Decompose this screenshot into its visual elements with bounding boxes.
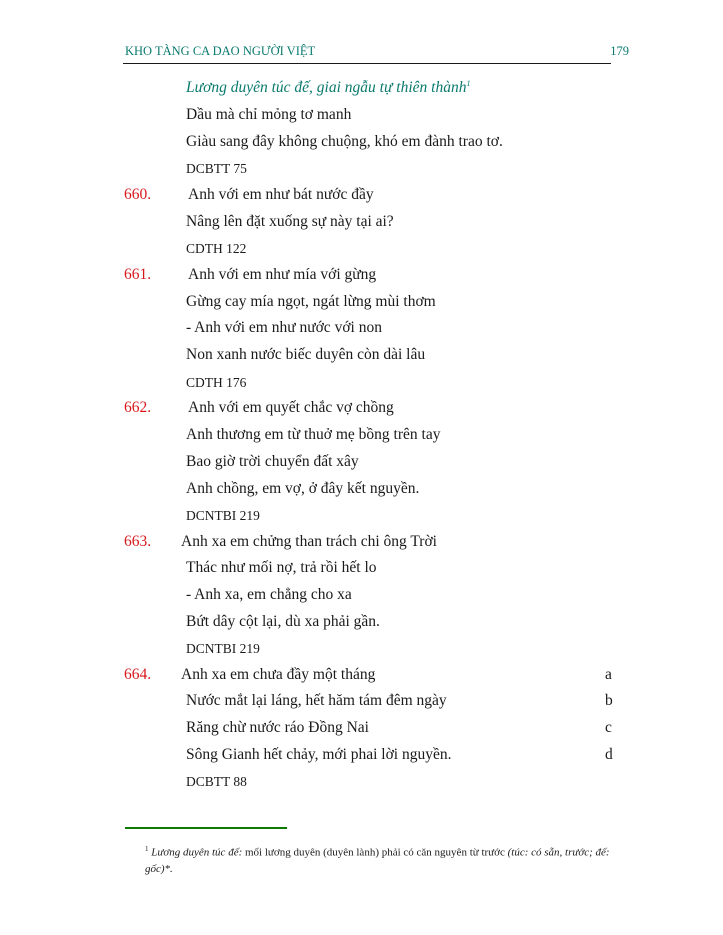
footnote-number: 1 (145, 845, 149, 853)
footnote-gloss: (túc: có sẵn, trước; đế: gốc)*. (145, 846, 610, 875)
verse-line: Anh xa em chưa đầy một tháng (181, 666, 376, 683)
verse-line: Anh với em như bát nước đầy (188, 186, 374, 203)
rhyme-marker: d (605, 746, 613, 763)
verse-line: Gừng cay mía ngọt, ngát lừng mùi thơm (186, 293, 436, 310)
page-number: 179 (610, 44, 629, 58)
running-title: KHO TÀNG CA DAO NGƯỜI VIỆT (125, 44, 316, 58)
verse-line: Bứt dây cột lại, dù xa phải gần. (186, 613, 380, 630)
verse-line: Anh với em quyết chắc vợ chồng (188, 399, 394, 416)
verse-line: Lương duyên túc đế, giai ngẫu tự thiên thành$^1$ (186, 79, 471, 97)
entry-number: 664. (124, 666, 152, 683)
footnote-text: mối lương duyên (duyên lành) phải có căn nguyên từ trước (242, 846, 508, 859)
entry-number: 660. (124, 186, 152, 203)
verse-line: Sông Gianh hết chảy, mới phai lời nguyền. (186, 746, 452, 763)
source-citation: DCNTBI 219 (186, 508, 260, 523)
rhyme-marker: c (605, 719, 612, 736)
verse-line: Non xanh nước biếc duyên còn dài lâu (186, 346, 426, 363)
rhyme-marker: a (605, 666, 612, 683)
source-citation: DCNTBI 219 (186, 641, 260, 656)
verse-line: - Anh xa, em chẳng cho xa (186, 586, 352, 603)
source-citation: CDTH 122 (186, 241, 247, 256)
footnote-ref: 1 (466, 79, 471, 88)
rhyme-marker: b (605, 692, 613, 709)
verse-line: Anh xa em chửng than trách chi ông Trời (181, 533, 437, 550)
verse-line: Anh thương em từ thuở mẹ bồng trên tay (186, 426, 441, 443)
verse-line: Thác như mối nợ, trả rồi hết lo (186, 559, 377, 576)
entry-number: 661. (124, 266, 152, 283)
verse-line: Nước mắt lại láng, hết hăm tám đêm ngày (186, 692, 447, 709)
verse-line: Dầu mà chỉ mỏng tơ manh (186, 106, 352, 123)
verse-line: Nâng lên đặt xuống sự này tại ai? (186, 213, 394, 230)
verse-line: Anh với em như mía với gừng (188, 266, 377, 283)
source-citation: DCBTT 88 (186, 774, 247, 789)
verse-line: Bao giờ trời chuyển đất xây (186, 453, 359, 470)
source-citation: CDTH 176 (186, 375, 247, 390)
source-citation: DCBTT 75 (186, 161, 247, 176)
verse-line: - Anh với em như nước với non (186, 319, 382, 336)
entry-number: 663. (124, 533, 152, 550)
footnote-term: Lương duyên túc đế: (151, 846, 243, 859)
footnote-rule (125, 827, 287, 829)
footnote (145, 841, 631, 877)
entry-number: 662. (124, 399, 152, 416)
header-rule (123, 63, 611, 64)
verse-line: Anh chồng, em vợ, ở đây kết nguyền. (186, 480, 420, 497)
verse-line: Giàu sang đây không chuộng, khó em đành trao tơ. (186, 133, 503, 150)
verse-line: Răng chừ nước ráo Đồng Nai (186, 719, 369, 736)
